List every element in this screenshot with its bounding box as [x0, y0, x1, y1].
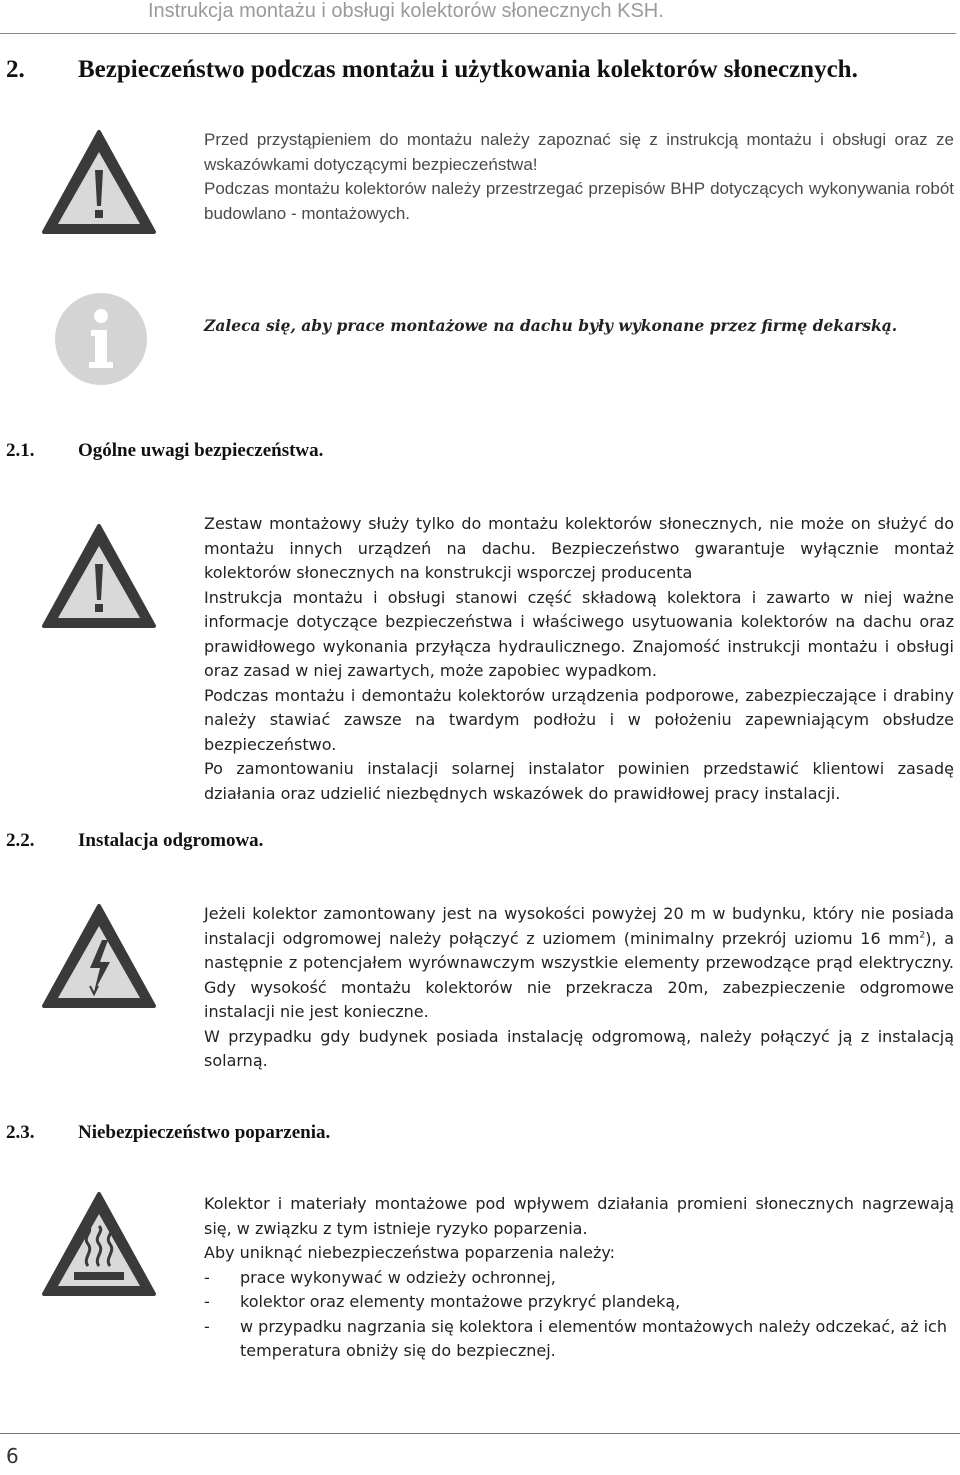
- list-item-text: prace wykonywać w odzieży ochronnej,: [240, 1267, 556, 1287]
- paragraph: Po zamontowaniu instalacji solarnej instalator powinien przedstawić klientowi zasadę działania oraz udzielić niezbędnych wskazówek do prawidłowej pracy instalacji.: [204, 759, 954, 803]
- subsection-number: 2.3.: [6, 1122, 35, 1143]
- electric-hazard-icon: [40, 902, 158, 1010]
- paragraph: Instrukcja montażu i obsługi stanowi część składową kolektora i zawarto w niej ważne informacje dotyczące bezpieczeństwa i właściwego usytuowania kolektorów na dachu oraz prawidłowego wykonania przyłącza hydraulicznego. Znajomość instrukcji montażu i obsługi oraz zasad w niej zawartych, może zapobiec wypadkom.: [204, 587, 954, 680]
- list-item-text: kolektor oraz elementy montażowe przykryć plandeką,: [240, 1292, 681, 1311]
- info-note: Zaleca się, aby prace montażowe na dachu były wykonane przez firmę dekarską.: [204, 316, 898, 335]
- list-item: [204, 1266, 954, 1291]
- paragraph: [204, 902, 954, 1025]
- paragraph-text: ), a następnie z potencjałem wyrównawczym wszystkie elementy przewodzące prąd elektryczny. Gdy wysokość montażu kolektorów nie przekracza 20m, zabezpieczenie odgromowe instalacji nie jest konieczne.: [204, 928, 955, 1021]
- subsection-number: 2.2.: [6, 830, 35, 851]
- superscript: 2: [919, 930, 926, 941]
- paragraph: Zestaw montażowy służy tylko do montażu kolektorów słonecznych, nie może on służyć do montażu innych urządzeń na dachu. Bezpieczeństwo gwarantuje wyłącznie montaż kolektorów słonecznych na konstrukcji wsporczej producenta: [204, 514, 954, 582]
- warning-line: Przed przystąpieniem do montażu należy zapoznać się z instrukcją montażu i obsługi oraz ze wskazówkami dotyczącymi bezpieczeństwa!: [204, 130, 954, 174]
- safety-warning-text: [204, 128, 954, 226]
- subsection-title: Niebezpieczeństwo poparzenia.: [78, 1122, 331, 1143]
- list-dash: -: [204, 1316, 210, 1336]
- paragraph: Kolektor i materiały montażowe pod wpływem działania promieni słonecznych nagrzewają się, w związku z tym istnieje ryzyko poparzenia.: [204, 1194, 954, 1238]
- paragraph: Aby uniknąć niebezpieczeństwa poparzenia należy:: [204, 1243, 616, 1262]
- burn-hazard-text: [204, 1192, 954, 1364]
- list-item-text: w przypadku nagrzania się kolektora i elementów montażowych należy odczekać, aż ich temperatura obniży się do bezpiecznej.: [240, 1316, 947, 1360]
- subsection-title: Ogólne uwagi bezpieczeństwa.: [78, 440, 324, 461]
- paragraph-text: Jeżeli kolektor zamontowany jest na wysokości powyżej 20 m w budynku, który nie posiada instalacji odgromowej należy połączyć z uziomem (minimalny przekrój uziomu 16 mm: [204, 904, 954, 948]
- page-number: 6: [6, 1444, 19, 1468]
- subsection-title: Instalacja odgromowa.: [78, 830, 264, 851]
- hot-surface-icon: [40, 1190, 158, 1298]
- list-dash: -: [204, 1267, 210, 1287]
- lightning-protection-text: [204, 902, 954, 1074]
- header-divider: [0, 33, 956, 34]
- list-dash: -: [204, 1292, 210, 1311]
- list-item: [204, 1290, 954, 1315]
- paragraph: W przypadku gdy budynek posiada instalację odgromową, należy połączyć ją z instalacją solarną.: [204, 1026, 954, 1070]
- info-icon: [54, 292, 148, 386]
- general-safety-text: [204, 512, 954, 806]
- paragraph: Podczas montażu i demontażu kolektorów urządzenia podporowe, zabezpieczające i drabiny należy stawiać zawsze na twardym podłożu i w położeniu zapewniającym obsłudze bezpieczeństwo.: [204, 685, 954, 754]
- warning-exclamation-icon: [40, 128, 158, 236]
- precaution-list: [204, 1266, 954, 1364]
- warning-exclamation-icon: [40, 522, 158, 630]
- subsection-number: 2.1.: [6, 440, 35, 461]
- section-number: 2.: [6, 56, 25, 83]
- warning-line: Podczas montażu kolektorów należy przestrzegać przepisów BHP dotyczących wykonywania robót budowlano - montażowych.: [204, 179, 954, 223]
- footer-divider: [0, 1433, 960, 1434]
- running-header: Instrukcja montażu i obsługi kolektorów słonecznych KSH.: [148, 0, 664, 22]
- section-title: Bezpieczeństwo podczas montażu i użytkowania kolektorów słonecznych.: [78, 56, 858, 83]
- list-item: [204, 1315, 954, 1364]
